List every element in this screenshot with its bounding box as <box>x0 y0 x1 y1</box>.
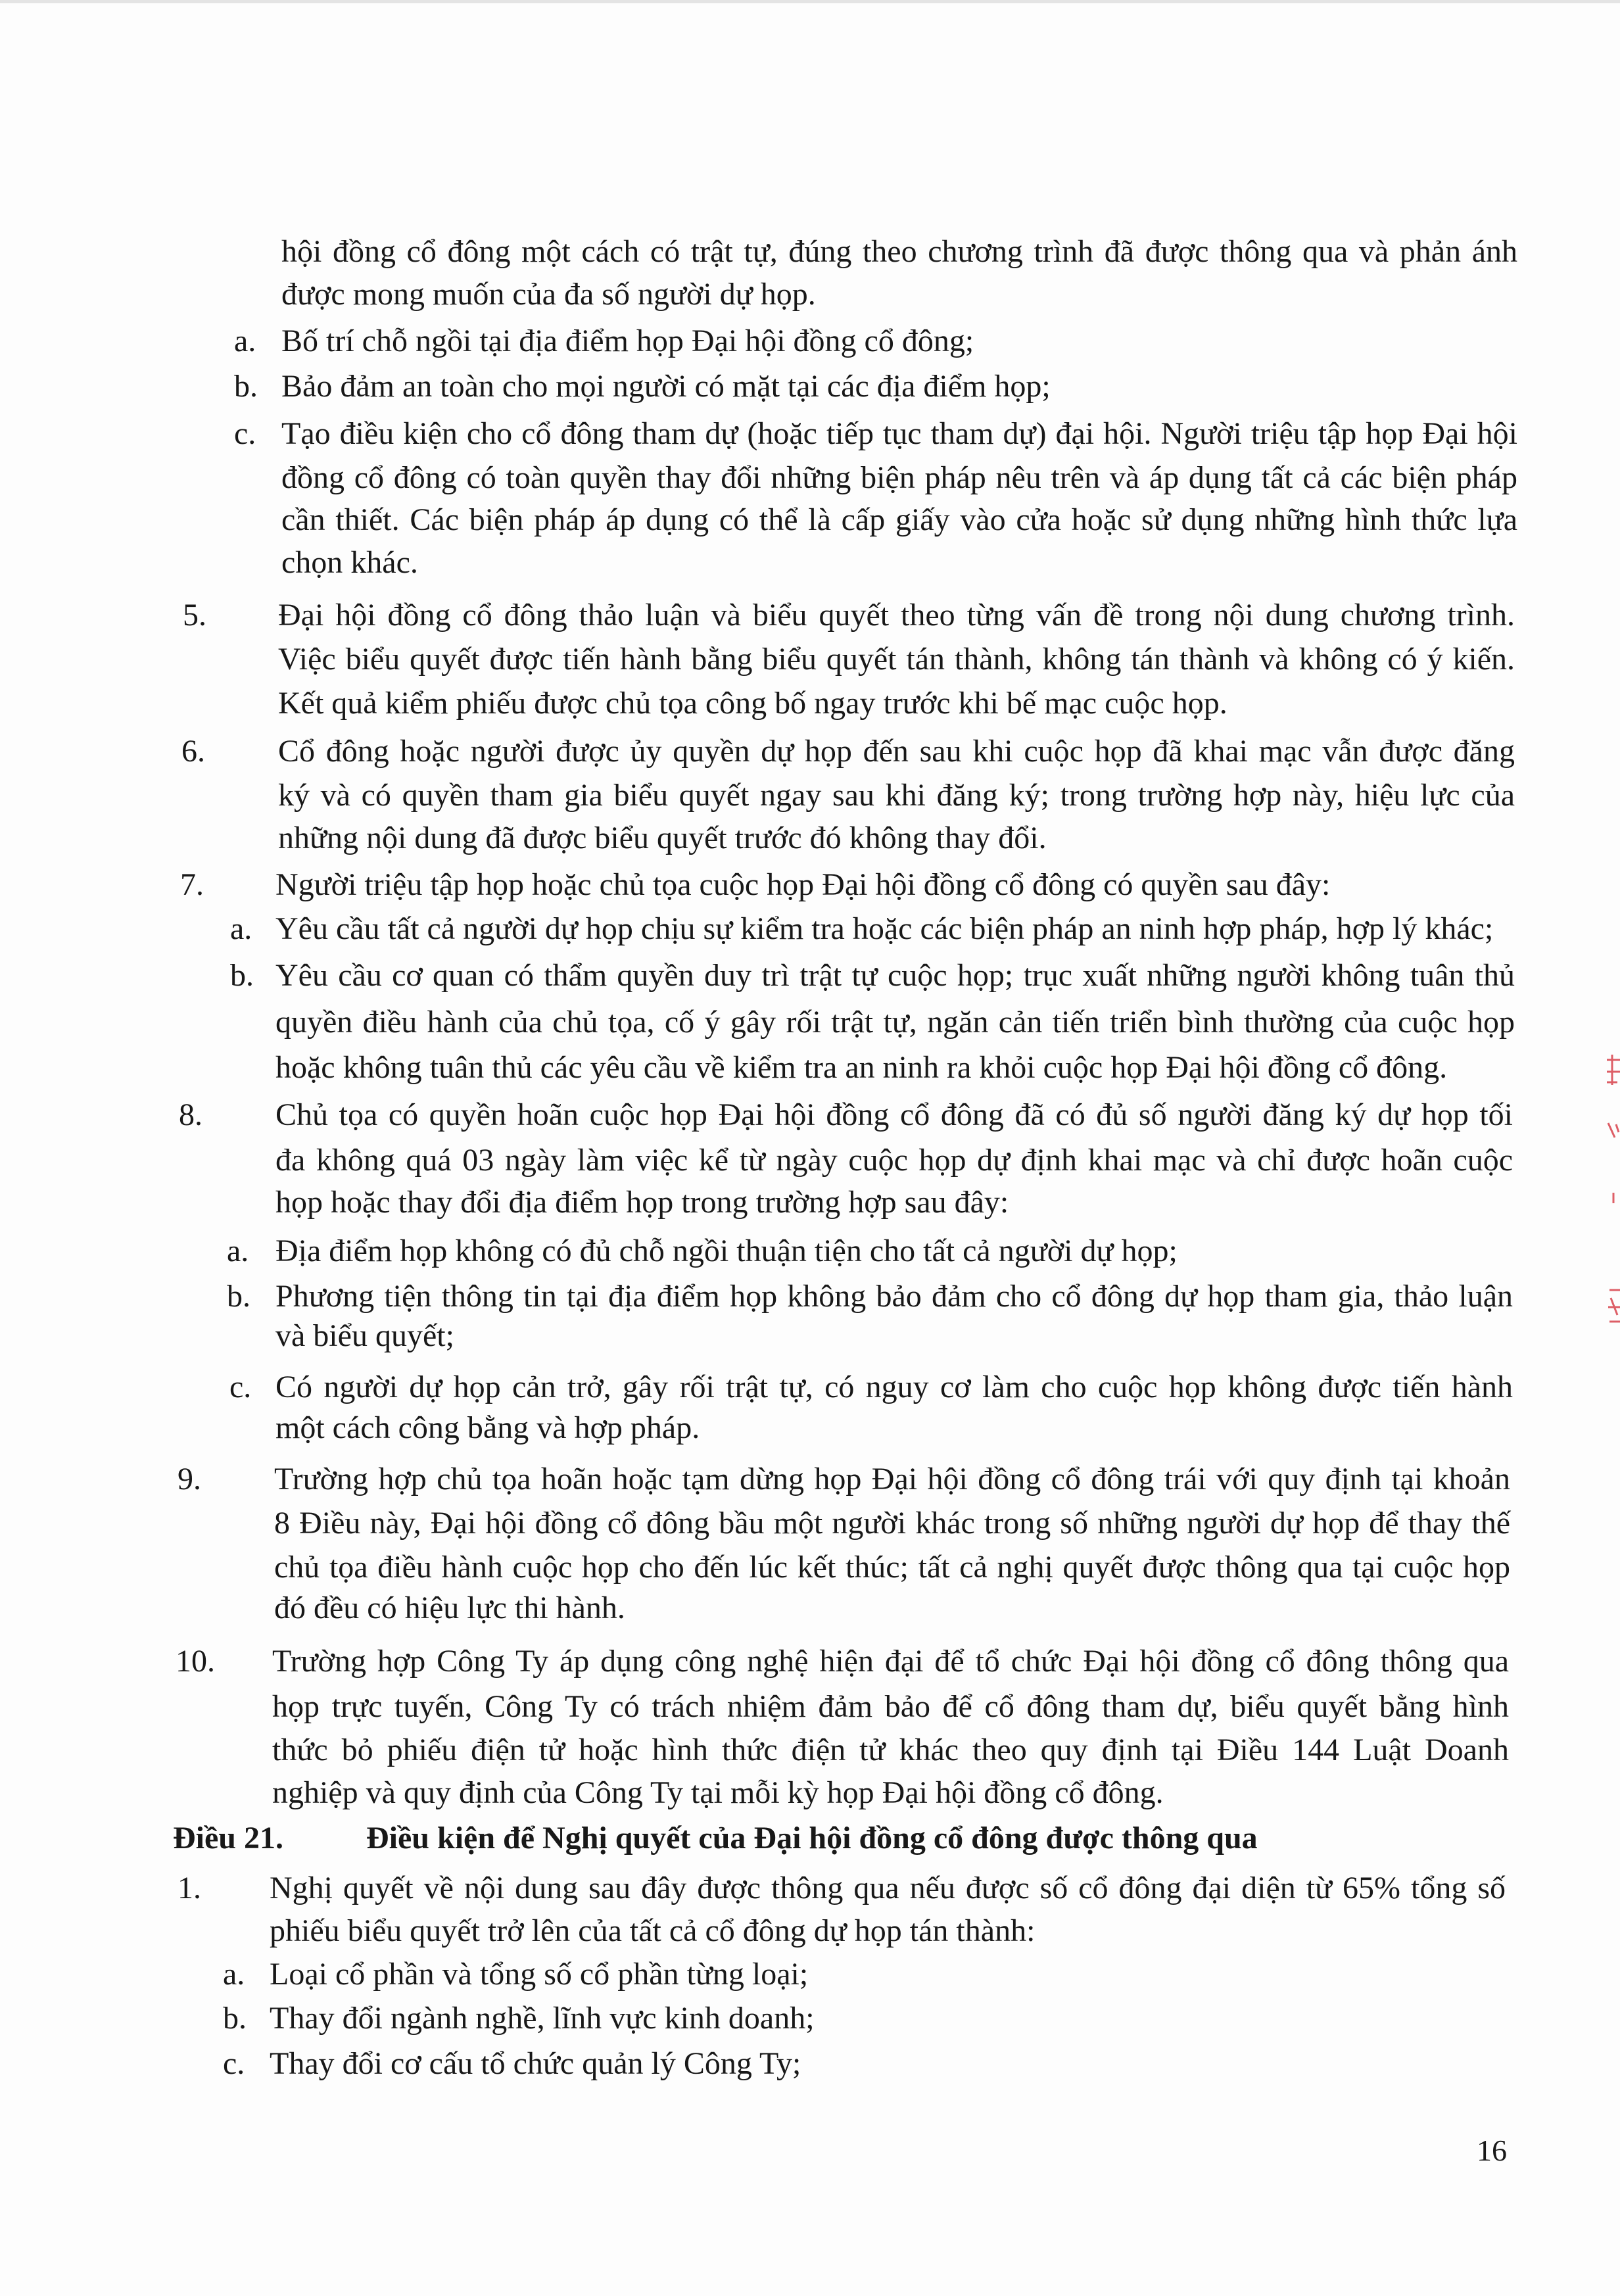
clause-text-line: nghiệp và quy định của Công Ty tại mỗi kỳ họp Đại hội đồng cổ đông. <box>272 1775 1164 1810</box>
page-number: 16 <box>1477 2134 1507 2167</box>
clause-number: 6. <box>181 734 205 769</box>
clause-text-line: Đại hội đồng cổ đông thảo luận và biểu quyết theo từng vấn đề trong nội dung chương trình. <box>278 598 1515 633</box>
seal-edge-fragment <box>1598 1045 1620 1341</box>
clause-text-line: thức bỏ phiếu điện tử hoặc hình thức điện tử khác theo quy định tại Điều 144 Luật Doanh <box>272 1733 1509 1767</box>
sub-item-label: b. <box>234 369 258 404</box>
sub-item-text-line: Yêu cầu tất cả người dự họp chịu sự kiểm tra hoặc các biện pháp an ninh hợp pháp, hợp lý khác; <box>275 911 1494 946</box>
sub-item-label: b. <box>227 1279 250 1314</box>
sub-item-text-line: Bố trí chỗ ngồi tại địa điểm họp Đại hội đồng cổ đông; <box>281 323 974 358</box>
sub-item-text-line: cần thiết. Các biện pháp áp dụng có thể là cấp giấy vào cửa hoặc sử dụng những hình thức lựa <box>281 502 1517 537</box>
sub-item-text-line: chọn khác. <box>281 545 418 580</box>
scan-top-edge <box>0 0 1620 3</box>
paragraph-line: được mong muốn của đa số người dự họp. <box>281 277 816 312</box>
sub-item-label: c. <box>223 2046 245 2081</box>
sub-item-label: b. <box>230 958 254 993</box>
sub-item-text-line: Thay đổi cơ cấu tổ chức quản lý Công Ty; <box>270 2046 801 2081</box>
clause-text-line: Kết quả kiểm phiếu được chủ tọa công bố ngay trước khi bế mạc cuộc họp. <box>278 686 1227 721</box>
sub-item-text-line: Bảo đảm an toàn cho mọi người có mặt tại các địa điểm họp; <box>281 369 1051 404</box>
sub-item-label: a. <box>234 323 256 358</box>
clause-text-line: ký và có quyền tham gia biểu quyết ngay sau khi đăng ký; trong trường hợp này, hiệu lực của <box>278 778 1515 813</box>
clause-text-line: Cổ đông hoặc người được ủy quyền dự họp đến sau khi cuộc họp đã khai mạc vẫn được đăng <box>278 734 1515 769</box>
sub-item-label: a. <box>227 1233 249 1268</box>
clause-text-line: chủ tọa điều hành cuộc họp cho đến lúc kết thúc; tất cả nghị quyết được thông qua tại cuộc họp <box>274 1550 1510 1585</box>
sub-item-text-line: Thay đổi ngành nghề, lĩnh vực kinh doanh; <box>270 2001 815 2036</box>
clause-text-line: họp trực tuyến, Công Ty có trách nhiệm đảm bảo để cổ đông tham dự, biểu quyết bằng hình <box>272 1689 1509 1724</box>
paragraph-line: hội đồng cổ đông một cách có trật tự, đúng theo chương trình đã được thông qua và phản ánh <box>281 234 1517 269</box>
sub-item-text-line: Phương tiện thông tin tại địa điểm họp không bảo đảm cho cổ đông dự họp tham gia, thảo luận <box>275 1279 1513 1314</box>
sub-item-label: c. <box>234 416 256 451</box>
article-number: Điều 21. <box>173 1821 283 1855</box>
clause-number: 9. <box>178 1462 201 1496</box>
clause-text-line: Chủ tọa có quyền hoãn cuộc họp Đại hội đồng cổ đông đã có đủ số người đăng ký dự họp tối <box>275 1097 1513 1132</box>
clause-text-line: phiếu biểu quyết trở lên của tất cả cổ đông dự họp tán thành: <box>270 1913 1036 1948</box>
sub-item-text-line: Yêu cầu cơ quan có thẩm quyền duy trì trật tự cuộc họp; trục xuất những người không tuân thủ <box>275 958 1515 993</box>
clause-number: 8. <box>179 1097 202 1132</box>
sub-item-text-line: một cách công bằng và hợp pháp. <box>275 1410 700 1445</box>
clause-text-line: đa không quá 03 ngày làm việc kể từ ngày cuộc họp dự định khai mạc và chỉ được hoãn cuộc <box>275 1143 1513 1178</box>
clause-number: 5. <box>183 598 206 633</box>
sub-item-text-line: hoặc không tuân thủ các yêu cầu về kiểm tra an ninh ra khỏi cuộc họp Đại hội đồng cổ đông. <box>275 1050 1448 1085</box>
sub-item-text-line: Loại cổ phần và tổng số cổ phần từng loại; <box>270 1957 809 1992</box>
clause-number: 7. <box>180 867 204 902</box>
clause-text-line: họp hoặc thay đổi địa điểm họp trong trường hợp sau đây: <box>275 1185 1009 1220</box>
sub-item-label: b. <box>223 2001 247 2036</box>
sub-item-label: a. <box>230 911 252 946</box>
clause-text-line: Người triệu tập họp hoặc chủ tọa cuộc họp Đại hội đồng cổ đông có quyền sau đây: <box>275 867 1331 902</box>
sub-item-label: c. <box>229 1370 252 1404</box>
sub-item-text-line: Địa điểm họp không có đủ chỗ ngồi thuận tiện cho tất cả người dự họp; <box>275 1233 1178 1268</box>
clause-text-line: Việc biểu quyết được tiến hành bằng biểu quyết tán thành, không tán thành và không có ý kiến. <box>278 642 1515 677</box>
clause-number: 10. <box>176 1644 215 1679</box>
clause-number: 1. <box>178 1871 201 1905</box>
article-title: Điều kiện để Nghị quyết của Đại hội đồng cổ đông được thông qua <box>366 1821 1258 1855</box>
sub-item-text-line: Tạo điều kiện cho cổ đông tham dự (hoặc tiếp tục tham dự) đại hội. Người triệu tập họp Đại hội <box>281 416 1517 451</box>
sub-item-text-line: đồng cổ đông có toàn quyền thay đổi những biện pháp nêu trên và áp dụng tất cả các biện pháp <box>281 460 1517 495</box>
sub-item-text-line: quyền điều hành của chủ tọa, cố ý gây rối trật tự, ngăn cản tiến triển bình thường của cuộc họp <box>275 1005 1515 1040</box>
sub-item-text-line: và biểu quyết; <box>275 1318 454 1353</box>
clause-text-line: Nghị quyết về nội dung sau đây được thông qua nếu được số cổ đông đại diện từ 65% tổng số <box>270 1871 1506 1905</box>
sub-item-label: a. <box>223 1957 245 1992</box>
clause-text-line: Trường hợp Công Ty áp dụng công nghệ hiện đại để tổ chức Đại hội đồng cổ đông thông qua <box>272 1644 1509 1679</box>
clause-text-line: 8 Điều này, Đại hội đồng cổ đông bầu một người khác trong số những người dự họp để thay thế <box>274 1506 1510 1541</box>
clause-text-line: đó đều có hiệu lực thi hành. <box>274 1590 625 1625</box>
clause-text-line: Trường hợp chủ tọa hoãn hoặc tạm dừng họp Đại hội đồng cổ đông trái với quy định tại khoản <box>274 1462 1510 1496</box>
clause-text-line: những nội dung đã được biểu quyết trước đó không thay đổi. <box>278 821 1047 855</box>
sub-item-text-line: Có người dự họp cản trở, gây rối trật tự, có nguy cơ làm cho cuộc họp không được tiến hành <box>275 1370 1513 1404</box>
